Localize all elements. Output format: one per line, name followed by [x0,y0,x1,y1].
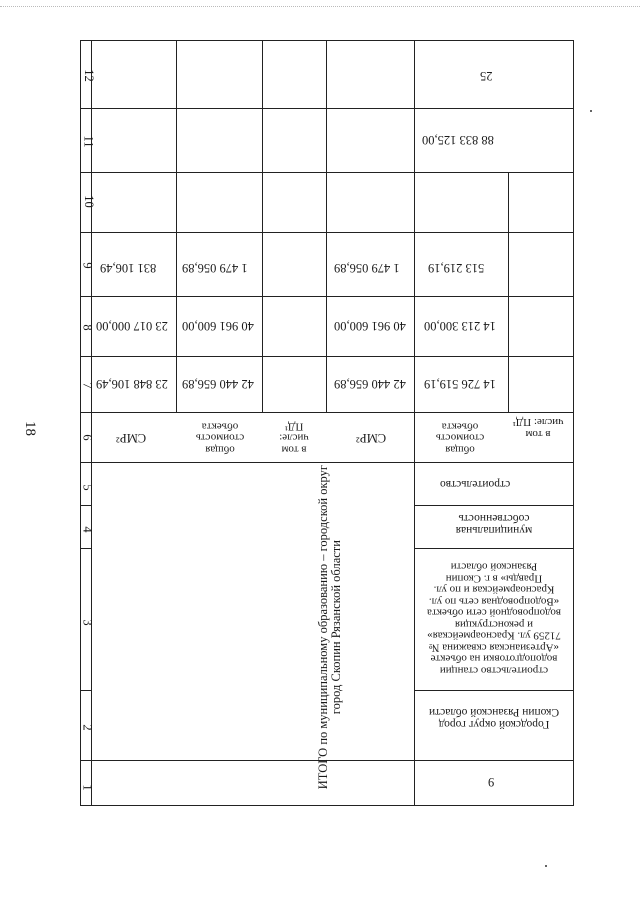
row9-vtom-label: в том числе: ПД¹ [512,416,564,441]
row9-ownership: муниципальная собственность [455,512,533,537]
itogo-label: ИТОГО по муниципальному образованию – городской округ город Скопин Рязанской области [315,464,343,790]
itogo-smr-col7: 42 440 656,89 [334,377,406,391]
col-num-1: 1 [80,784,95,791]
col-num-6: 6 [80,434,95,441]
row9-col8: 14 213 300,00 [424,319,496,333]
row9-work-type: строительство [440,478,511,490]
row1-col6: СМР² [116,431,147,445]
row9-num: 9 [488,775,495,789]
col-num-2: 2 [80,724,95,731]
itogo-obshaya-col9: 1 479 056,89 [182,261,248,275]
itogo-vtom-label: в том числе: ПД¹ [279,420,309,456]
itogo-smr-label: СМР² [356,431,387,445]
col-num-8: 8 [80,324,95,331]
row9-object: строительство станции водоподготовки на объекте «Артезианская скважина № 71259 ул. Красноармейская» и реконструкция водопроводной сети объекта «Водопроводная сеть по ул. Красноармейская и по ул. Правды» в г. Скопин Рязанской области [427,560,561,677]
row9-col12: 25 [480,69,493,83]
col-num-11: 11 [81,135,96,148]
row9-col11: 88 833 125,00 [422,133,494,147]
col-num-9: 9 [80,262,95,269]
col-num-7: 7 [80,382,95,389]
row1-col8: 23 017 000,00 [96,319,168,333]
itogo-obshaya-col8: 40 961 600,00 [182,319,254,333]
itogo-smr-col9: 1 479 056,89 [334,261,400,275]
row9-col7: 14 726 519,19 [424,377,496,391]
itogo-obshaya-col7: 42 440 656,89 [182,377,254,391]
row9-col9: 513 219,19 [428,261,485,275]
col-num-10: 10 [81,195,96,208]
page-number: 18 [22,421,38,436]
col-num-5: 5 [80,484,95,491]
col-num-12: 12 [81,69,96,82]
row1-col9: 831 106,49 [100,261,157,275]
col-num-4: 4 [80,526,95,533]
row9-district: Городской округ город Скопин Рязанской области [428,706,560,731]
row9-obshaya-label: общая стоимость объекта [435,420,485,456]
itogo-smr-col8: 40 961 600,00 [334,319,406,333]
speck [545,865,547,867]
itogo-obshaya-label: общая стоимость объекта [195,420,245,456]
col-num-3: 3 [80,619,95,626]
speck [590,110,592,112]
row1-col7: 23 848 106,49 [96,377,168,391]
